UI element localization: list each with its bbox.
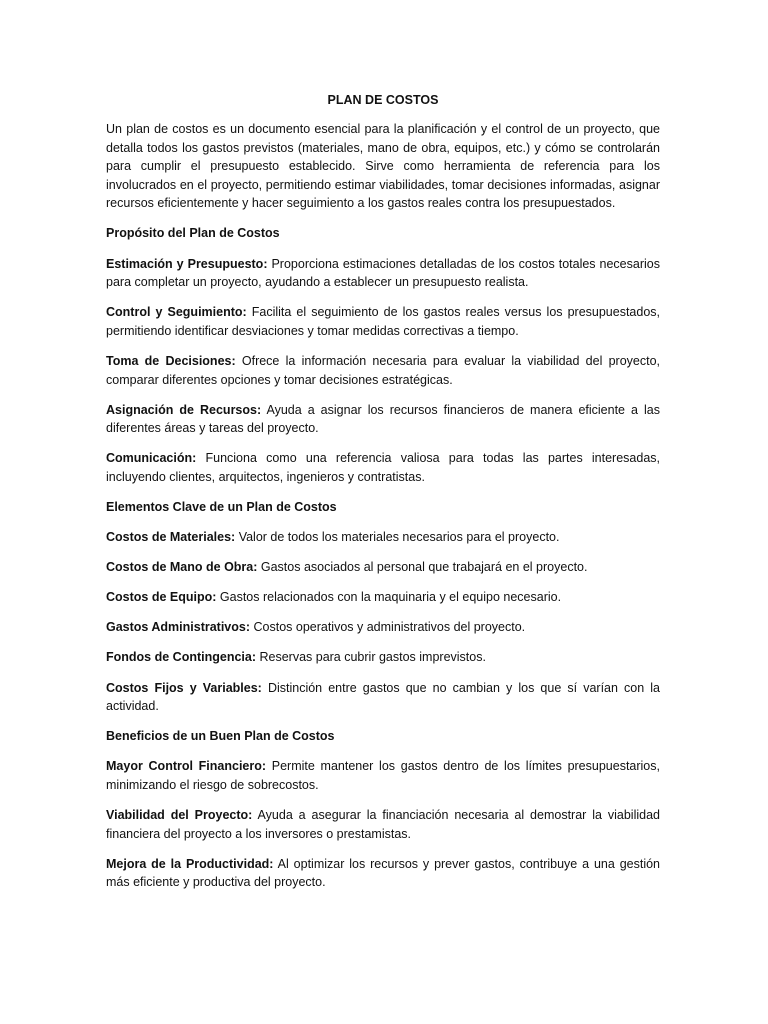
list-item [106, 679, 660, 716]
item-term: Toma de Decisiones: [106, 353, 236, 368]
list-item [106, 255, 660, 292]
list-item [106, 352, 660, 389]
list-item [106, 757, 660, 794]
item-text: Reservas para cubrir gastos imprevistos. [256, 650, 486, 665]
list-item [106, 648, 660, 667]
item-text: Ayuda a asegurar la financiación necesaria al demostrar la viabilidad financiera del proyecto a los inversores o prestamistas. [106, 808, 660, 841]
section-heading-beneficios: Beneficios de un Buen Plan de Costos [106, 729, 335, 744]
list-item [106, 528, 660, 547]
item-term: Costos Fijos y Variables: [106, 680, 262, 695]
list-item [106, 303, 660, 340]
list-item [106, 588, 660, 607]
list-item [106, 449, 660, 486]
item-text: Funciona como una referencia valiosa para todas las partes interesadas, incluyendo clientes, arquitectos, ingenieros y contratistas. [106, 451, 660, 484]
list-item [106, 618, 660, 637]
item-text: Facilita el seguimiento de los gastos reales versus los presupuestados, permitiendo identificar desviaciones y tomar medidas correctivas a tiempo. [106, 305, 661, 338]
item-text: Ofrece la información necesaria para evaluar la viabilidad del proyecto, comparar diferentes opciones y tomar decisiones estratégicas. [106, 353, 660, 387]
section-heading-elementos: Elementos Clave de un Plan de Costos [106, 500, 337, 514]
item-text: Proporciona estimaciones detalladas de los costos totales necesarios para completar un proyecto, ayudando a establecer un presupuesto realista. [106, 256, 660, 290]
item-text: Ayuda a asignar los recursos financieros de manera eficiente a las diferentes áreas y tareas del proyecto. [106, 402, 660, 436]
item-text: Gastos relacionados con la maquinaria y el equipo necesario. [216, 590, 562, 605]
list-item [106, 558, 660, 577]
list-item [106, 855, 660, 892]
section-heading-proposito: Propósito del Plan de Costos [106, 226, 280, 241]
item-text: Distinción entre gastos que no cambian y los que sí varían con la actividad. [106, 680, 661, 714]
item-term: Estimación y Presupuesto: [106, 256, 268, 271]
intro-paragraph: Un plan de costos es un documento esencial para la planificación y el control de un proyecto, que detalla todos los gastos previstos (materiales, mano de obra, equipos, etc.) y cómo se controlarán para cumplir el presupuesto establecido. Sirve como herramienta de referencia para los involucrados en el proyecto, permitiendo estimar viabilidades, tomar decisiones informadas, asignar recursos eficientemente y hacer seguimiento a los gastos reales contra los presupuestados. [106, 122, 660, 211]
document-title: PLAN DE COSTOS [327, 93, 439, 107]
item-term: Control y Seguimiento: [106, 305, 247, 320]
item-term: Comunicación: [106, 451, 197, 466]
item-text: Valor de todos los materiales necesarios para el proyecto. [235, 530, 560, 545]
item-text: Costos operativos y administrativos del proyecto. [250, 620, 526, 635]
item-term: Mayor Control Financiero: [106, 759, 267, 774]
item-text: Permite mantener los gastos dentro de los límites presupuestarios, minimizando el riesgo de sobrecostos. [106, 759, 660, 792]
item-term: Viabilidad del Proyecto: [106, 808, 253, 823]
item-text: Gastos asociados al personal que trabajará en el proyecto. [257, 560, 588, 575]
item-text: Al optimizar los recursos y prever gastos, contribuye a una gestión más eficiente y productiva del proyecto. [106, 856, 661, 890]
item-term: Gastos Administrativos: [106, 620, 251, 635]
item-term: Costos de Equipo: [106, 590, 217, 605]
item-term: Mejora de la Productividad: [106, 856, 274, 871]
item-term: Costos de Materiales: [106, 530, 236, 545]
item-term: Costos de Mano de Obra: [106, 560, 258, 575]
item-term: Asignación de Recursos: [106, 402, 262, 417]
list-item [106, 401, 660, 438]
list-item [106, 806, 660, 843]
item-term: Fondos de Contingencia: [106, 650, 256, 665]
